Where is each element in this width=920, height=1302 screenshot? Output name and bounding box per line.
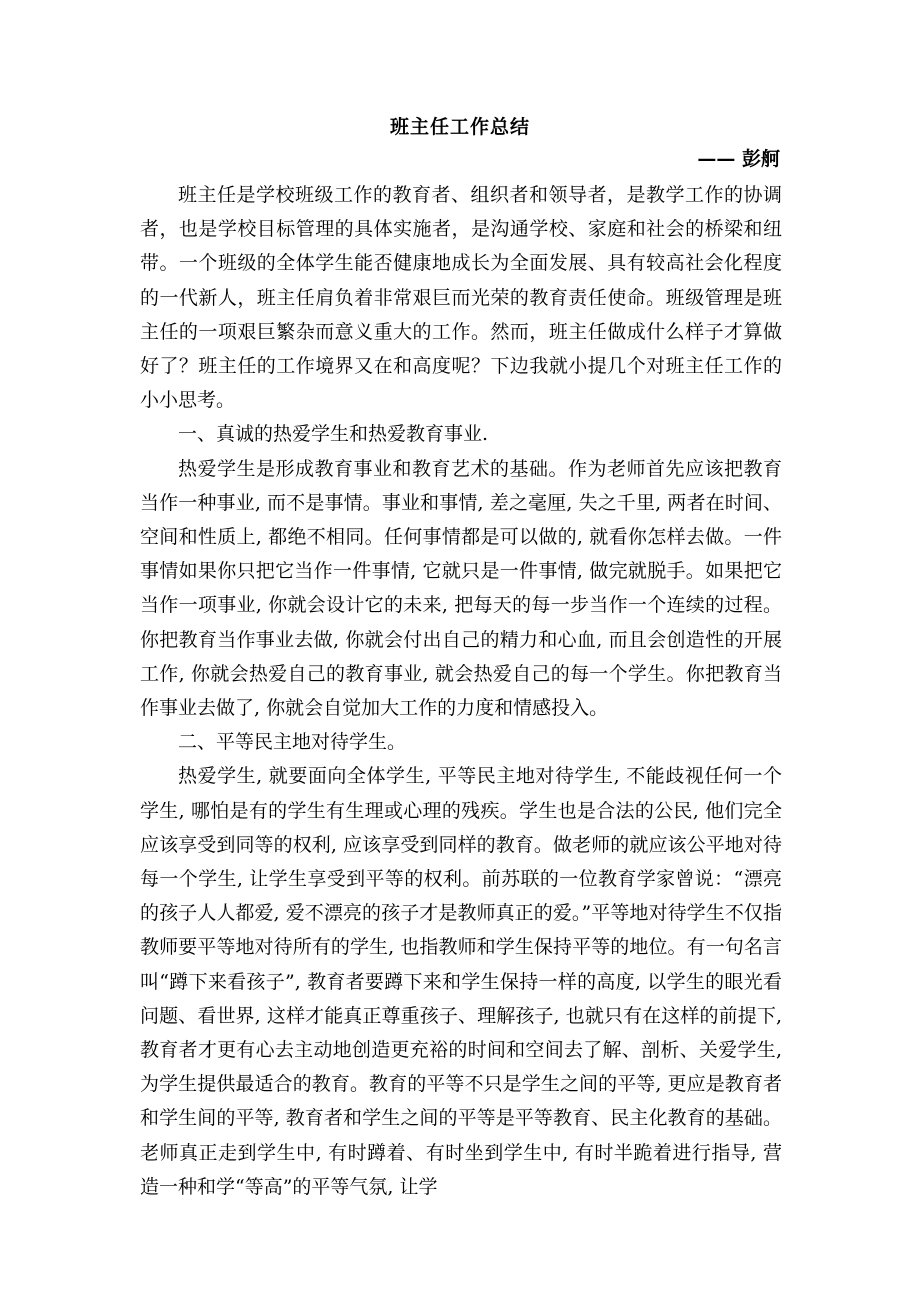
document-title: 班主任工作总结	[389, 116, 530, 138]
intro-paragraph: 班主任是学校班级工作的教育者、组织者和领导者，是教学工作的协调者，也是学校目标管理的具体实施者，是沟通学校、家庭和社会的桥梁和纽带。一个班级的全体学生能否健康地成长为全面发展、具有较高社会化程度的一代新人，班主任肩负着非常艰巨而光荣的教育责任使命。班级管理是班主任的一项艰巨繁杂而意义重大的工作。然而，班主任做成什么样子才算做好了？班主任的工作境界又在和高度呢？下边我就小提几个对班主任工作的小小思考。	[140, 184, 782, 412]
document-author: —— 彭舸	[697, 148, 780, 170]
document-body	[140, 178, 782, 1204]
section-1-paragraph: 热爱学生是形成教育事业和教育艺术的基础。作为老师首先应该把教育当作一种事业, 而不是事情。事业和事情, 差之毫厘, 失之千里, 两者在时间、空间和性质上, 都绝不相同。任何事情都是可以做的, 就看你怎样去做。一件事情如果你只把它当作一件事情, 它就只是一件事情, 做完就脱手。如果把它当作一项事业, 你就会设计它的未来, 把每天的每一步当作一个连续的过程。 你把教育当作事业去做, 你就会付出自己的精力和心血, 而且会创造性的开展工作, 你就会热爱自己的教育事业, 就会热爱自己的每一个学生。你把教育当作事业去做了, 你就会自觉加大工作的力度和情感投入。	[140, 457, 782, 720]
section-heading-2: 二、平等民主地对待学生。	[178, 731, 407, 754]
section-2-paragraph: 热爱学生, 就要面向全体学生, 平等民主地对待学生, 不能歧视任何一个学生, 哪怕是有的学生有生理或心理的残疾。学生也是合法的公民, 他们完全应该享受到同等的权利, 应该享受到同样的教育。做老师的就应该公平地对待每一个学生, 让学生享受到平等的权利。前苏联的一位教育学家曾说：“漂亮的孩子人人都爱, 爱不漂亮的孩子才是教师真正的爱。”平等地对待学生不仅指教师要平等地对待所有的学生, 也指教师和学生保持平等的地位。有一句名言叫“蹲下来看孩子”, 教育者要蹲下来和学生保持一样的高度, 以学生的眼光看问题、看世界, 这样才能真正尊重孩子、理解孩子, 也就只有在这样的前提下, 教育者才更有心去主动地创造更充裕的时间和空间去了解、剖析、关爱学生, 为学生提供最适合的教育。教育的平等不只是学生之间的平等, 更应是教育者和学生间的平等, 教育者和学生之间的平等是平等教育、民主化教育的基础。老师真正走到学生中, 有时蹲着、有时坐到学生中, 有时半跪着进行指导, 营造一种和学“等高”的平等气氛, 让学	[140, 765, 782, 1198]
section-heading-1: 一、真诚的热爱学生和热爱教育事业.	[178, 423, 489, 446]
